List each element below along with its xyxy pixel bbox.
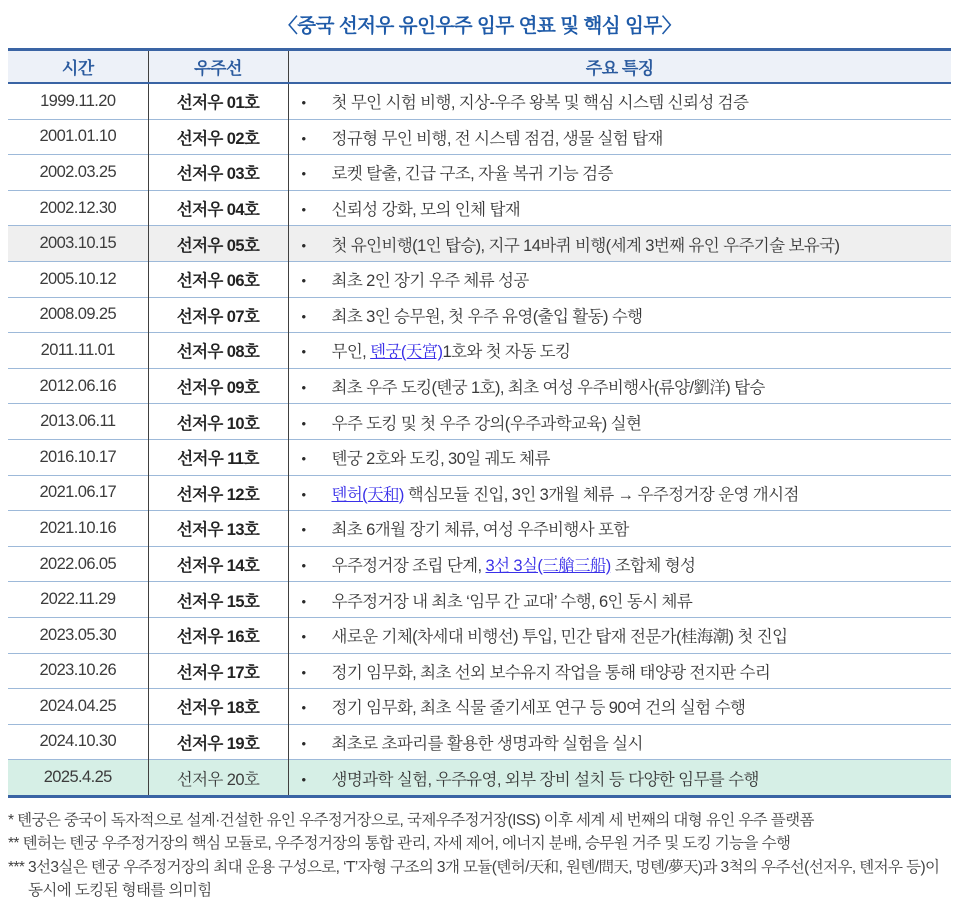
table-row (8, 546, 951, 582)
mission-feature (288, 190, 951, 226)
mission-date: 2024.10.30 (8, 724, 148, 760)
table-row (8, 475, 951, 511)
feature-text: 우주정거장 조립 단계, (331, 557, 486, 576)
feature-text: 첫 유인비행(1인 탑승), 지구 14바퀴 비행(세계 3번째 유인 우주기술 보유국) (331, 236, 840, 255)
inline-link[interactable]: 톈허(天和) (331, 485, 404, 504)
header-row (8, 50, 951, 84)
bullet-icon: • (301, 273, 306, 289)
spacecraft-name: 선저우 19호 (148, 724, 288, 760)
mission-feature (288, 119, 951, 155)
inline-link[interactable]: 톈궁(天宮) (370, 343, 443, 362)
bullet-icon: • (301, 415, 306, 431)
feature-text: 최초 우주 도킹(톈궁 1호), 최초 여성 우주비행사(류양/劉洋) 탑승 (331, 379, 765, 398)
table-row (8, 511, 951, 547)
table-row (8, 582, 951, 618)
feature-text: 신뢰성 강화, 모의 인체 탑재 (331, 201, 521, 220)
feature-text: 1호와 첫 자동 도킹 (442, 343, 571, 362)
mission-date: 2016.10.17 (8, 439, 148, 475)
mission-feature (288, 439, 951, 475)
mission-date: 1999.11.20 (40, 91, 116, 110)
mission-timeline-table (8, 48, 951, 798)
spacecraft-name: 선저우 05호 (148, 226, 288, 262)
feature-text: 로켓 탈출, 긴급 구조, 자율 복귀 기능 검증 (331, 165, 613, 184)
mission-feature (288, 475, 951, 511)
spacecraft-name: 선저우 09호 (148, 368, 288, 404)
footnote-marker: ** (8, 835, 23, 853)
mission-feature (288, 689, 951, 725)
mission-feature (288, 511, 951, 547)
bullet-icon: • (301, 451, 306, 467)
mission-feature (288, 653, 951, 689)
bullet-icon: • (301, 237, 306, 253)
mission-date: 2025.4.25 (8, 760, 148, 797)
feature-text: 톈궁 2호와 도킹, 30일 궤도 체류 (331, 450, 550, 469)
feature-text: 첫 무인 시험 비행, 지상-우주 왕복 및 핵심 시스템 신뢰성 검증 (331, 94, 749, 113)
mission-date: 2023.05.30 (8, 617, 148, 653)
mission-feature (288, 297, 951, 333)
spacecraft-name: 선저우 06호 (148, 261, 288, 297)
feature-text: 정기 임무화, 최초 식물 줄기세포 연구 등 90여 건의 실험 수행 (331, 699, 746, 718)
footnote-marker: *** (8, 858, 29, 876)
bullet-icon: • (301, 522, 306, 538)
spacecraft-name: 선저우 20호 (148, 760, 288, 797)
mission-date: 2002.12.30 (8, 190, 148, 226)
spacecraft-name: 선저우 08호 (148, 333, 288, 369)
table-row (8, 617, 951, 653)
bullet-icon: • (301, 344, 306, 360)
bullet-icon: • (301, 130, 306, 146)
mission-feature (288, 83, 951, 119)
footnote-text: 톈궁은 중국이 독자적으로 설계·건설한 유인 우주정거장으로, 국제우주정거장(ISS) 이후 세계 세 번째의 대형 유인 우주 플랫폼 (17, 811, 814, 829)
bullet-icon: • (301, 771, 306, 787)
spacecraft-name: 선저우 12호 (148, 475, 288, 511)
table-row (8, 83, 951, 119)
header-spacecraft: 우주선 (148, 50, 288, 84)
footnote (8, 832, 951, 856)
mission-feature (288, 760, 951, 797)
mission-feature (288, 582, 951, 618)
mission-feature (288, 333, 951, 369)
bullet-icon: • (301, 95, 306, 111)
bullet-icon: • (301, 735, 306, 751)
bullet-icon: • (301, 202, 306, 218)
table-header (8, 50, 951, 84)
feature-text: 최초 3인 승무원, 첫 우주 유영(출입 활동) 수행 (331, 307, 643, 326)
mission-date: 2008.09.25 (8, 297, 148, 333)
spacecraft-name: 선저우 18호 (148, 689, 288, 725)
mission-date: 2011.11.01 (8, 333, 148, 369)
table-row (8, 261, 951, 297)
mission-feature (288, 368, 951, 404)
table-row (8, 439, 951, 475)
table-row (8, 724, 951, 760)
spacecraft-name: 선저우 11호 (148, 439, 288, 475)
table-row (8, 119, 951, 155)
mission-feature (288, 724, 951, 760)
mission-date: 2023.10.26 (8, 653, 148, 689)
table-row (8, 226, 951, 262)
table-row (8, 155, 951, 191)
mission-feature (288, 546, 951, 582)
footnote (8, 809, 951, 833)
inline-link[interactable]: 3선 3실(三艙三船) (485, 557, 611, 576)
feature-text: 핵심모듈 진입, 3인 3개월 체류 → 우주정거장 운영 개시점 (403, 485, 799, 504)
mission-date: 2022.11.29 (8, 582, 148, 618)
feature-text: 최초 2인 장기 우주 체류 성공 (331, 272, 529, 291)
footnote (8, 856, 951, 903)
table-row (8, 190, 951, 226)
feature-text: 정기 임무화, 최초 선외 보수유지 작업을 통해 태양광 전지판 수리 (331, 663, 771, 682)
mission-date: 2005.10.12 (8, 261, 148, 297)
spacecraft-name: 선저우 07호 (148, 297, 288, 333)
spacecraft-name: 선저우 17호 (148, 653, 288, 689)
mission-date: 2003.10.15 (8, 226, 148, 262)
footnote-marker: * (8, 811, 18, 829)
spacecraft-name: 선저우 01호 (148, 83, 288, 119)
table-row (8, 653, 951, 689)
bullet-icon: • (301, 166, 306, 182)
mission-feature (288, 226, 951, 262)
bullet-icon: • (301, 486, 306, 502)
feature-text: 생명과학 실험, 우주유영, 외부 장비 설치 등 다양한 임무를 수행 (331, 770, 759, 789)
spacecraft-name: 선저우 15호 (148, 582, 288, 618)
mission-date: 2021.10.16 (8, 511, 148, 547)
header-time: 시간 (8, 50, 148, 84)
bullet-icon: • (301, 558, 306, 574)
bullet-icon: • (301, 308, 306, 324)
mission-date: 2013.06.11 (8, 404, 148, 440)
feature-text: 우주 도킹 및 첫 우주 강의(우주과학교육) 실현 (331, 414, 642, 433)
mission-feature (288, 617, 951, 653)
bullet-icon: • (301, 700, 306, 716)
page-title: 〈중국 선저우 유인우주 임무 연표 및 핵심 임무〉 (278, 15, 681, 37)
bullet-icon: • (301, 593, 306, 609)
table-row (8, 689, 951, 725)
feature-text: 최초 6개월 장기 체류, 여성 우주비행사 포함 (331, 521, 629, 540)
feature-text: 정규형 무인 비행, 전 시스템 점검, 생물 실험 탑재 (331, 129, 663, 148)
table-row (8, 333, 951, 369)
mission-date: 2022.06.05 (8, 546, 148, 582)
footnote-text: 3선3실은 톈궁 우주정거장의 최대 운용 구성으로, ‘T’자형 구조의 3개 모듈(톈허/天和, 원톈/問天, 멍톈/夢天)과 3척의 우주선(선저우, 톈저우 등)이 동시에 도킹된 형태를 의미힘 (28, 858, 940, 900)
spacecraft-name: 선저우 03호 (148, 155, 288, 191)
mission-date: 2012.06.16 (8, 368, 148, 404)
header-features: 주요 특징 (288, 50, 951, 84)
mission-date: 2001.01.10 (8, 119, 148, 155)
spacecraft-name: 선저우 14호 (148, 546, 288, 582)
bullet-icon: • (301, 380, 306, 396)
mission-feature (288, 261, 951, 297)
feature-text: 무인, (331, 343, 371, 362)
spacecraft-name: 선저우 10호 (148, 404, 288, 440)
feature-text: 조합체 형성 (610, 557, 696, 576)
bullet-icon: • (301, 629, 306, 645)
table-row (8, 404, 951, 440)
table-body (8, 83, 951, 796)
feature-text: 새로운 기체(차세대 비행선) 투입, 민간 탑재 전문가(桂海潮) 첫 진입 (331, 628, 788, 647)
spacecraft-name: 선저우 04호 (148, 190, 288, 226)
feature-text: 최초로 초파리를 활용한 생명과학 실험을 실시 (331, 734, 643, 753)
mission-date: 2024.04.25 (8, 689, 148, 725)
table-row (8, 760, 951, 797)
table-row (8, 368, 951, 404)
feature-text: 우주정거장 내 최초 ‘임무 간 교대’ 수행, 6인 동시 체류 (331, 592, 693, 611)
footnotes (8, 809, 951, 903)
table-row (8, 297, 951, 333)
spacecraft-name: 선저우 16호 (148, 617, 288, 653)
mission-feature (288, 155, 951, 191)
bullet-icon: • (301, 664, 306, 680)
mission-date: 2002.03.25 (8, 155, 148, 191)
mission-date: 2021.06.17 (8, 475, 148, 511)
spacecraft-name: 선저우 13호 (148, 511, 288, 547)
footnote-text: 톈허는 톈궁 우주정거장의 핵심 모듈로, 우주정거장의 통합 관리, 자세 제어, 에너지 분배, 승무원 거주 및 도킹 기능을 수행 (22, 835, 791, 853)
spacecraft-name: 선저우 02호 (148, 119, 288, 155)
mission-feature (288, 404, 951, 440)
